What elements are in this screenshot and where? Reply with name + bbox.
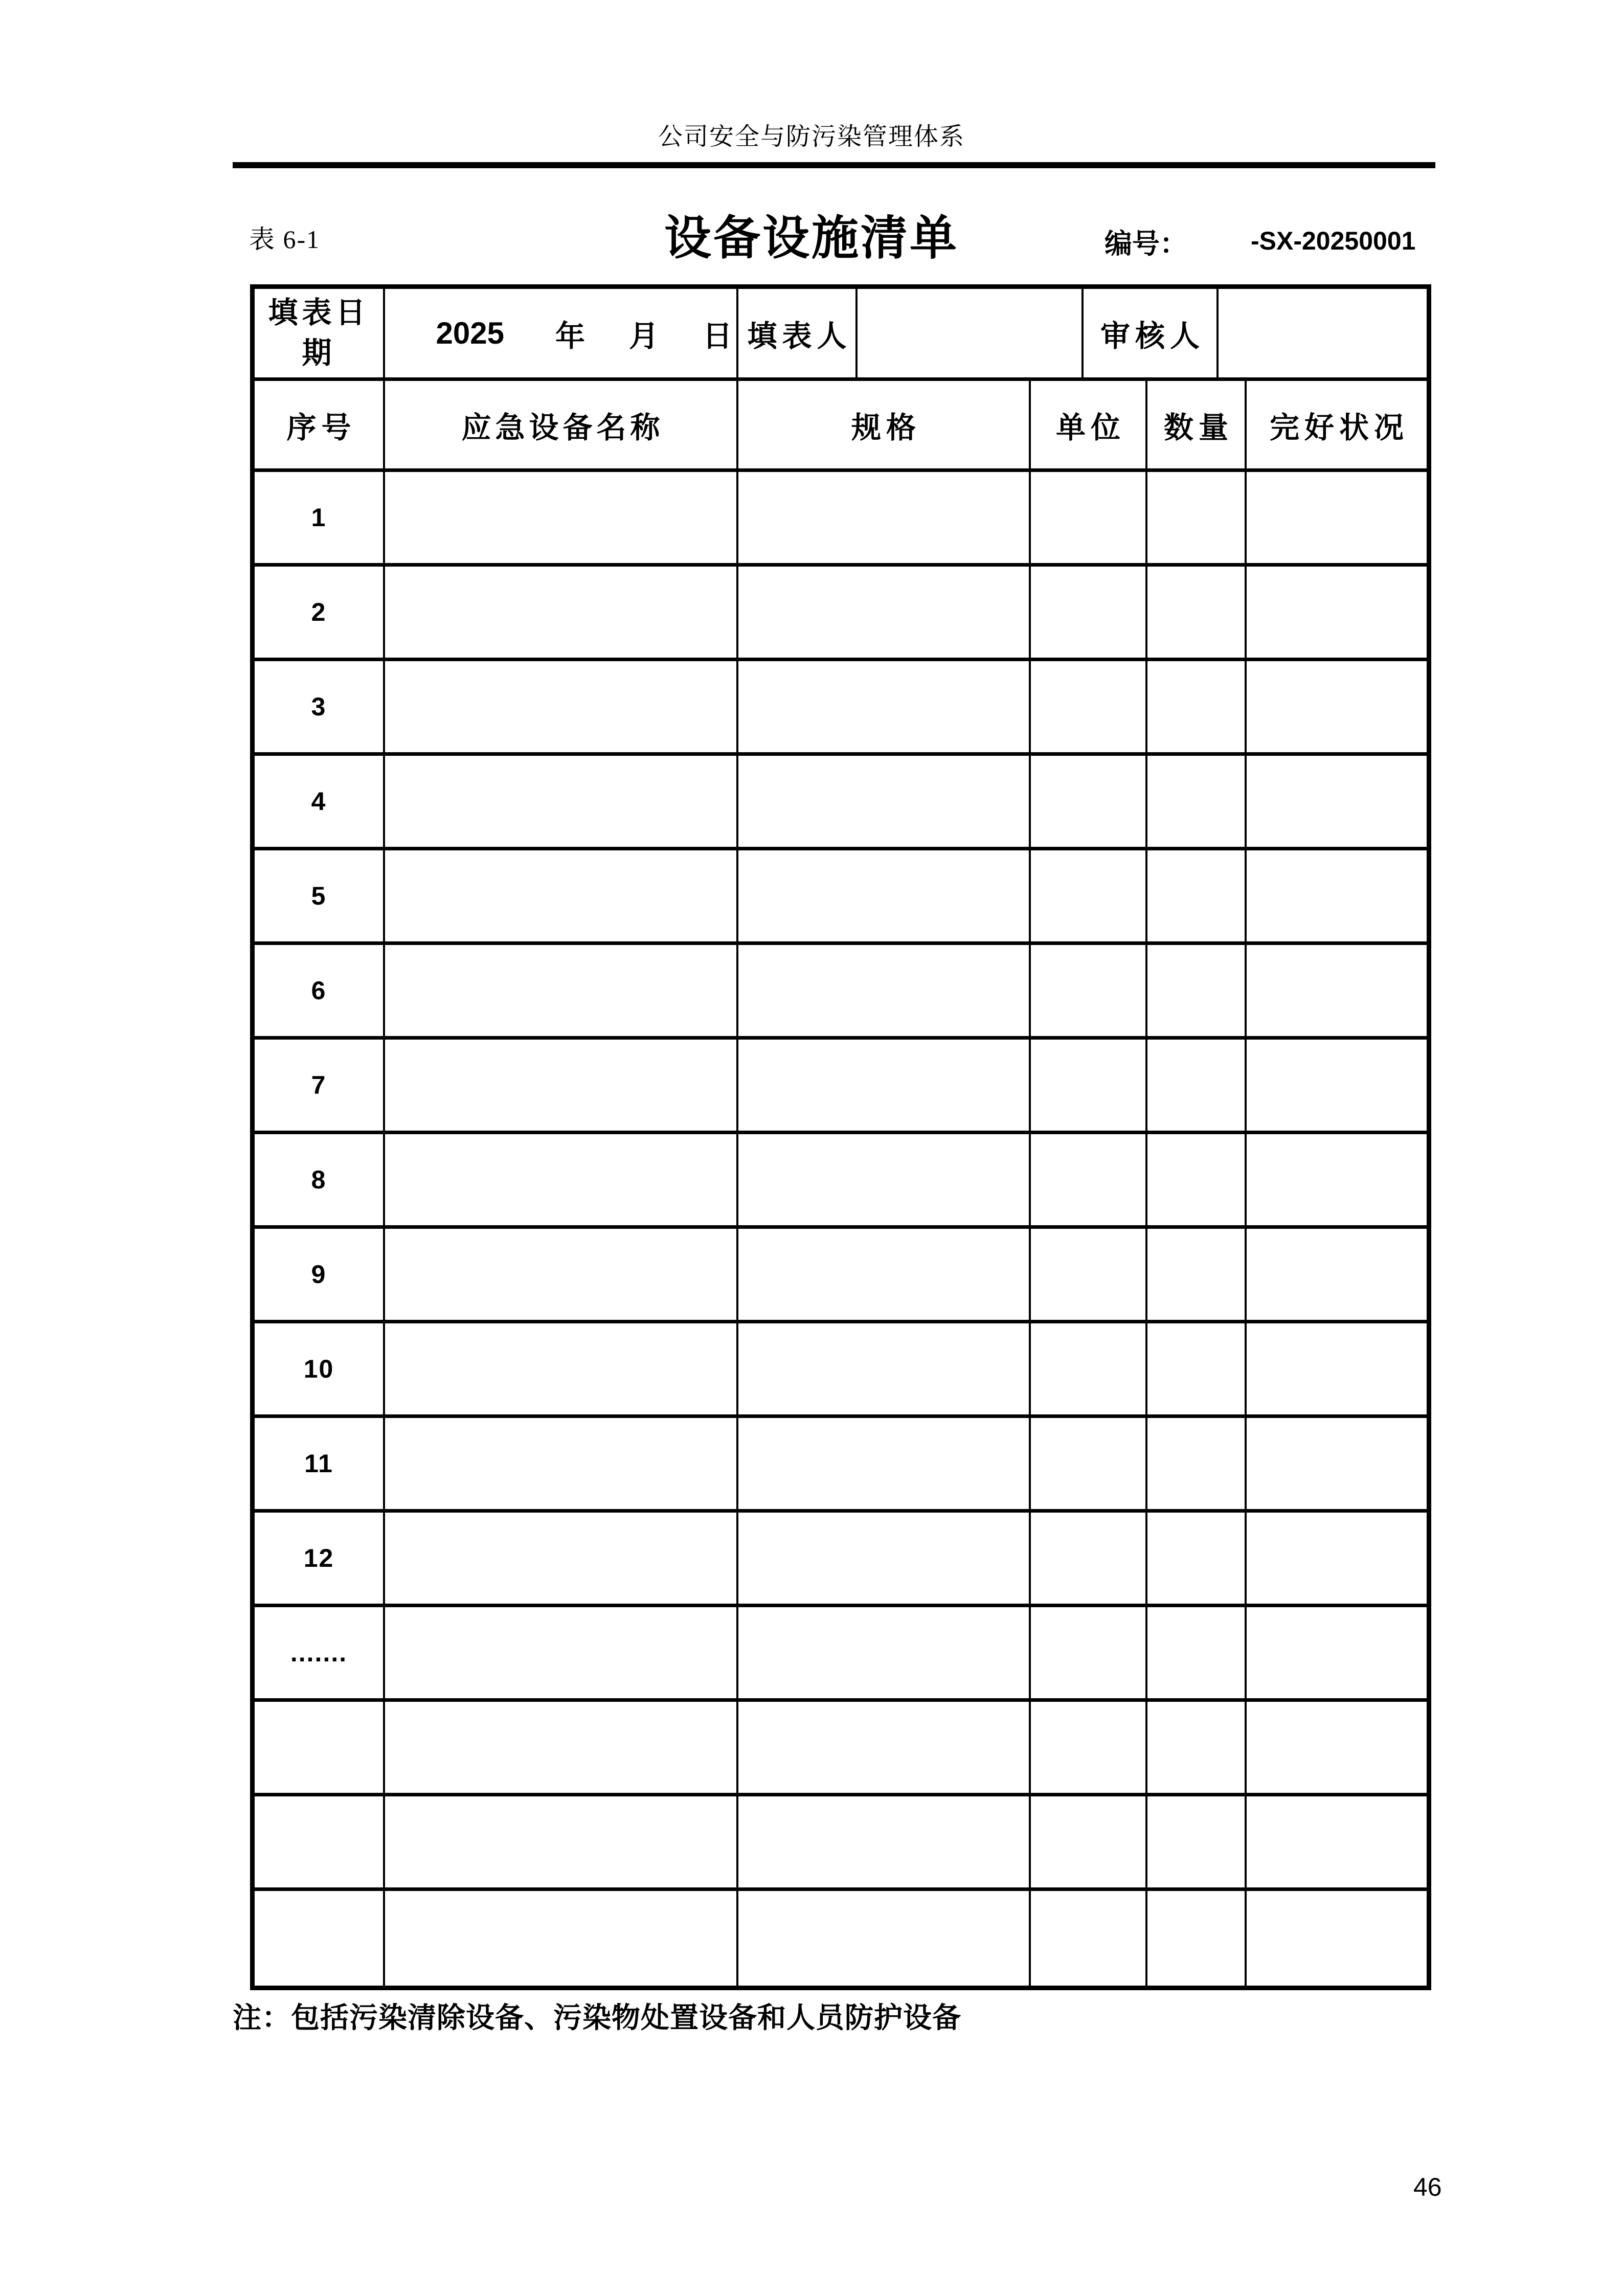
seq-cell: 4: [255, 756, 385, 847]
status-cell: [1247, 1796, 1427, 1887]
table-row: [255, 1134, 1427, 1229]
spec-cell: [738, 1513, 1031, 1604]
seq-cell: 7: [255, 1040, 385, 1131]
header-spec-cell: [738, 381, 1031, 468]
table-row: [255, 1513, 1427, 1607]
qty-cell: [1147, 1418, 1247, 1509]
table-row: [255, 1229, 1427, 1323]
table-row: [255, 1040, 1427, 1134]
status-cell: [1247, 1513, 1427, 1604]
qty-cell: [1147, 1323, 1247, 1414]
name-cell: [385, 1607, 738, 1698]
qty-cell: [1147, 1702, 1247, 1793]
unit-cell: [1031, 1796, 1147, 1887]
spec-cell: [738, 567, 1031, 658]
spec-cell: [738, 1229, 1031, 1320]
form-number-label: 表 6-1: [249, 225, 321, 254]
qty-cell: [1147, 1134, 1247, 1225]
unit-cell: [1031, 1513, 1147, 1604]
reviewer-label: 审核人: [1100, 319, 1205, 353]
table-row: [255, 1702, 1427, 1796]
date-value-cell: [385, 289, 738, 377]
table-row: [255, 1418, 1427, 1513]
seq-cell: 12: [255, 1513, 385, 1604]
spec-cell: [738, 756, 1031, 847]
seq-cell: 6: [255, 945, 385, 1036]
seq-cell: 11: [255, 1418, 385, 1509]
page-number: 46: [1413, 2173, 1442, 2201]
status-cell: [1247, 661, 1427, 752]
spec-cell: [738, 1607, 1031, 1698]
spec-cell: [738, 1796, 1031, 1887]
spec-cell: [738, 1040, 1031, 1131]
unit-cell: [1031, 472, 1147, 563]
status-cell: [1247, 850, 1427, 941]
unit-cell: [1031, 661, 1147, 752]
unit-cell: [1031, 1891, 1147, 1986]
seq-cell: 2: [255, 567, 385, 658]
spec-cell: [738, 661, 1031, 752]
header-qty-cell: [1147, 381, 1247, 468]
qty-cell: [1147, 1891, 1247, 1986]
unit-cell: [1031, 756, 1147, 847]
table-header-row: [255, 381, 1427, 472]
seq-cell: 1: [255, 472, 385, 563]
status-cell: [1247, 1134, 1427, 1225]
year-unit: 年: [555, 319, 585, 353]
name-cell: [385, 1702, 738, 1793]
seq-cell: [255, 1702, 385, 1793]
name-cell: [385, 567, 738, 658]
seq-cell: 10: [255, 1323, 385, 1414]
date-label-cell: [255, 289, 385, 377]
header-seq-label: 序号: [286, 411, 356, 444]
spec-cell: [738, 1891, 1031, 1986]
table-row: [255, 1323, 1427, 1418]
seq-cell: [255, 1796, 385, 1887]
seq-cell: 9: [255, 1229, 385, 1320]
name-cell: [385, 1229, 738, 1320]
spec-cell: [738, 1702, 1031, 1793]
header-rule: [233, 162, 1435, 168]
name-cell: [385, 1513, 738, 1604]
name-cell: [385, 945, 738, 1036]
qty-cell: [1147, 756, 1247, 847]
header-name-label: 应急设备名称: [461, 411, 664, 444]
seq-cell: 3: [255, 661, 385, 752]
status-cell: [1247, 472, 1427, 563]
spec-cell: [738, 1418, 1031, 1509]
name-cell: [385, 850, 738, 941]
header-qty-label: 数量: [1163, 411, 1233, 444]
reviewer-value-cell: [1219, 289, 1427, 377]
qty-cell: [1147, 850, 1247, 941]
name-cell: [385, 1418, 738, 1509]
status-cell: [1247, 756, 1427, 847]
seq-cell: [255, 1891, 385, 1986]
header-spec-label: 规格: [851, 411, 921, 444]
name-cell: [385, 1040, 738, 1131]
spec-cell: [738, 945, 1031, 1036]
seq-cell: 5: [255, 850, 385, 941]
table-row: [255, 567, 1427, 661]
month-unit: 月: [628, 319, 659, 353]
name-cell: [385, 756, 738, 847]
qty-cell: [1147, 472, 1247, 563]
filler-value-cell: [858, 289, 1084, 377]
table-row: [255, 1607, 1427, 1702]
doc-header: 公司安全与防污染管理体系: [658, 123, 965, 150]
seq-cell: .......: [255, 1607, 385, 1698]
unit-cell: [1031, 850, 1147, 941]
page-title: 设备设施清单: [664, 212, 959, 264]
name-cell: [385, 1134, 738, 1225]
qty-cell: [1147, 567, 1247, 658]
qty-cell: [1147, 945, 1247, 1036]
qty-cell: [1147, 1796, 1247, 1887]
unit-cell: [1031, 945, 1147, 1036]
qty-cell: [1147, 1229, 1247, 1320]
qty-cell: [1147, 1513, 1247, 1604]
date-label: 填表日期: [268, 296, 370, 370]
header-status-cell: [1247, 381, 1427, 468]
unit-cell: [1031, 567, 1147, 658]
header-unit-cell: [1031, 381, 1147, 468]
status-cell: [1247, 567, 1427, 658]
table-row: [255, 1891, 1427, 1986]
unit-cell: [1031, 1040, 1147, 1131]
status-cell: [1247, 1040, 1427, 1131]
header-status-label: 完好状况: [1269, 411, 1409, 444]
unit-cell: [1031, 1418, 1147, 1509]
doc-no-label: 编号：: [1104, 229, 1187, 259]
status-cell: [1247, 1323, 1427, 1414]
footnote: 注：包括污染清除设备、污染物处置设备和人员防护设备: [233, 2002, 961, 2034]
qty-cell: [1147, 1607, 1247, 1698]
table-row: [255, 945, 1427, 1040]
day-unit: 日: [702, 319, 732, 353]
spec-cell: [738, 472, 1031, 563]
qty-cell: [1147, 661, 1247, 752]
table-row: [255, 850, 1427, 945]
unit-cell: [1031, 1229, 1147, 1320]
name-cell: [385, 1323, 738, 1414]
reviewer-label-cell: [1084, 289, 1219, 377]
doc-no-value: -SX-20250001: [1251, 227, 1416, 255]
header-name-cell: [385, 381, 738, 468]
header-unit-label: 单位: [1055, 411, 1125, 444]
info-row: [255, 289, 1427, 381]
name-cell: [385, 1796, 738, 1887]
spec-cell: [738, 850, 1031, 941]
name-cell: [385, 1891, 738, 1986]
status-cell: [1247, 1418, 1427, 1509]
seq-cell: 8: [255, 1134, 385, 1225]
status-cell: [1247, 1229, 1427, 1320]
status-cell: [1247, 945, 1427, 1036]
unit-cell: [1031, 1607, 1147, 1698]
status-cell: [1247, 1607, 1427, 1698]
filler-label-cell: [738, 289, 858, 377]
table-row: [255, 1796, 1427, 1891]
unit-cell: [1031, 1134, 1147, 1225]
unit-cell: [1031, 1702, 1147, 1793]
status-cell: [1247, 1702, 1427, 1793]
filler-label: 填表人: [747, 319, 852, 353]
table-row: [255, 472, 1427, 567]
name-cell: [385, 661, 738, 752]
spec-cell: [738, 1134, 1031, 1225]
table-row: [255, 756, 1427, 850]
status-cell: [1247, 1891, 1427, 1986]
header-seq-cell: [255, 381, 385, 468]
name-cell: [385, 472, 738, 563]
unit-cell: [1031, 1323, 1147, 1414]
spec-cell: [738, 1323, 1031, 1414]
year-value: 2025: [436, 316, 504, 350]
qty-cell: [1147, 1040, 1247, 1131]
table-row: [255, 661, 1427, 756]
equipment-table: [250, 284, 1431, 1990]
